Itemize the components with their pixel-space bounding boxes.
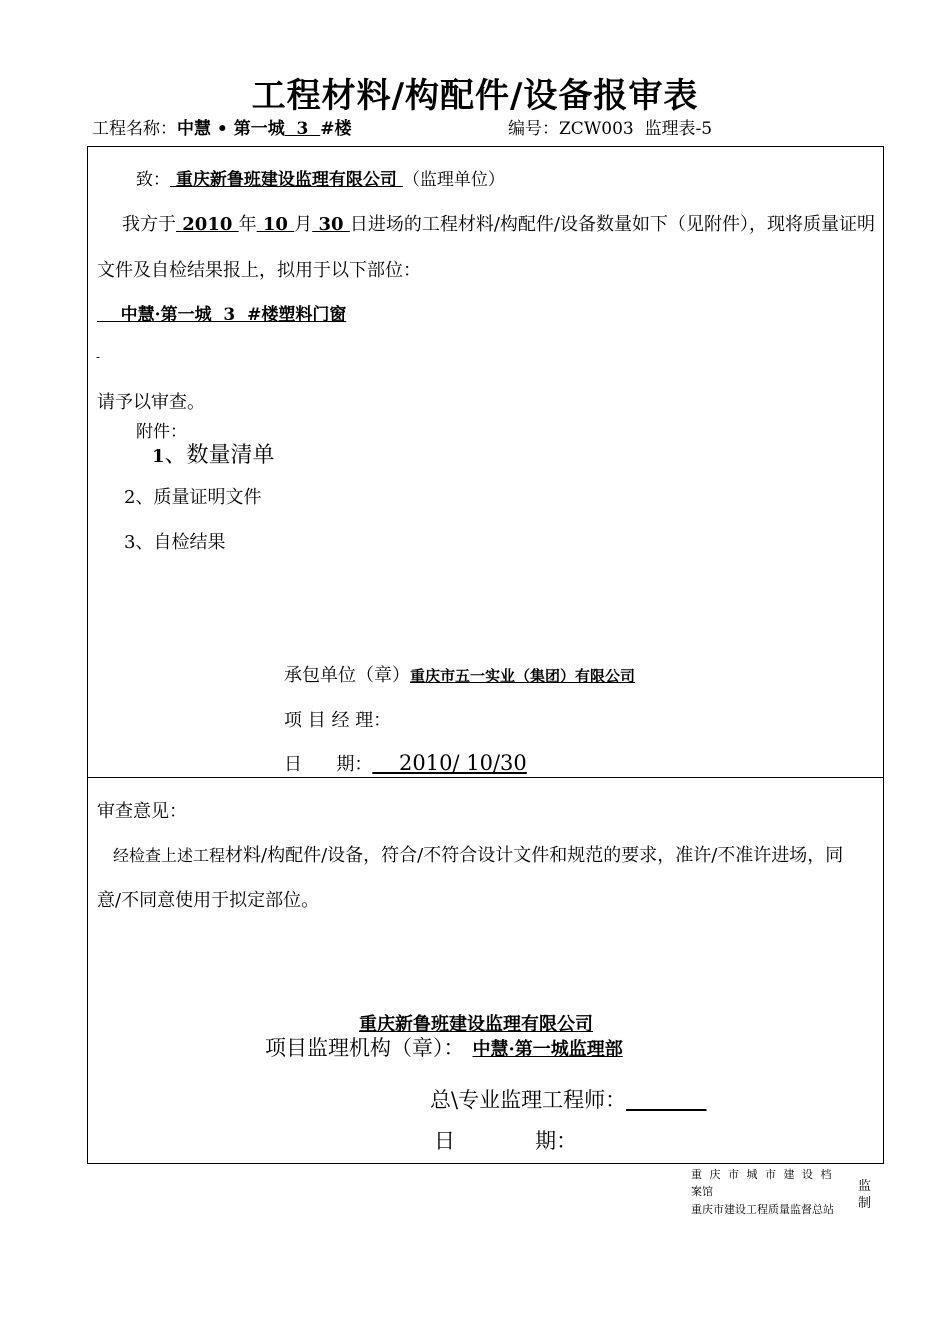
supervision-company: 重庆新鲁班建设监理有限公司 [170,170,403,190]
section-divider [87,777,884,778]
to-suffix: （监理单位） [402,170,505,190]
supervision-company-stamp: 重庆新鲁班建设监理有限公司 [359,1014,593,1035]
entry-year: 2010 [176,214,239,235]
entry-month: 10 [256,214,295,235]
entry-day: 30 [312,214,350,235]
supervision-org-name: 中慧·第一城监理部 [472,1039,623,1060]
attachments-label: 附件： [136,422,187,442]
building-suffix: #楼 [320,119,352,139]
contractor-row [284,661,635,687]
footer-issuer-line2: 案馆 [691,1185,713,1198]
form-number: 监理表-5 [644,119,713,139]
addressee-row [136,165,505,190]
supervision-date-label: 日 期： [434,1129,578,1153]
request-text: 请予以审查。 [97,392,205,413]
form-code: ZCW003 [559,119,634,139]
supervision-org-row [265,1032,623,1062]
entry-paragraph-line2: 文件及自检结果报上，拟用于以下部位： [97,260,421,281]
contractor-name: 重庆市五一实业（集团）有限公司 [410,667,636,685]
engineer-label: 总\专业监理工程师： [430,1088,627,1112]
code-label: 编号： [508,119,559,139]
attachment-3: 3、自检结果 [124,532,226,553]
review-opinion-line1: 经检查上述工程材料/构配件/设备，符合/不符合设计文件和规范的要求，准许/不准许进场，同 [113,845,844,866]
review-opinion-line2: 意/不同意使用于拟定部位。 [97,890,320,911]
to-label: 致： [136,170,170,190]
footer-issuer-line1: 重 庆 市 城 市 建 设 档 [691,1168,834,1181]
contractor-date-row [284,750,527,776]
footer-issuer-line3: 重庆市建设工程质量监督总站 [691,1203,834,1216]
entry-paragraph-line1: 我方于 2010 年 10 月 30 日进场的工程材料/构配件/设备数量如下（见附件），现将质量证明 [122,214,875,235]
attachment-1: 1、数量清单 [152,443,275,468]
contractor-label: 承包单位（章） [284,665,410,686]
form-title: 工程材料/构配件/设备报审表 [251,76,699,116]
project-manager-label: 项 目 经 理： [284,710,392,731]
footer-side-1: 监 [858,1179,872,1194]
project-label: 工程名称： [92,119,177,139]
contractor-date-label: 日 期： [284,754,373,775]
project-name: 中慧 • 第一城 [177,119,285,139]
contractor-date-value: 2010/ 10/30 [372,751,527,775]
engineer-signature-blank [626,1087,706,1112]
footer-side-2: 制 [858,1196,872,1211]
engineer-row [430,1084,707,1114]
form-code-row [508,114,712,139]
review-opinion-label: 审查意见： [97,801,187,822]
usage-location: 中慧·第一城 3 #楼塑料门窗 [97,305,347,325]
stray-dash: - [96,350,101,364]
attachment-2: 2、质量证明文件 [124,487,262,508]
project-name-row [92,114,351,139]
supervision-org-label: 项目监理机构（章）： [265,1036,465,1060]
building-number: 3 [284,119,321,139]
